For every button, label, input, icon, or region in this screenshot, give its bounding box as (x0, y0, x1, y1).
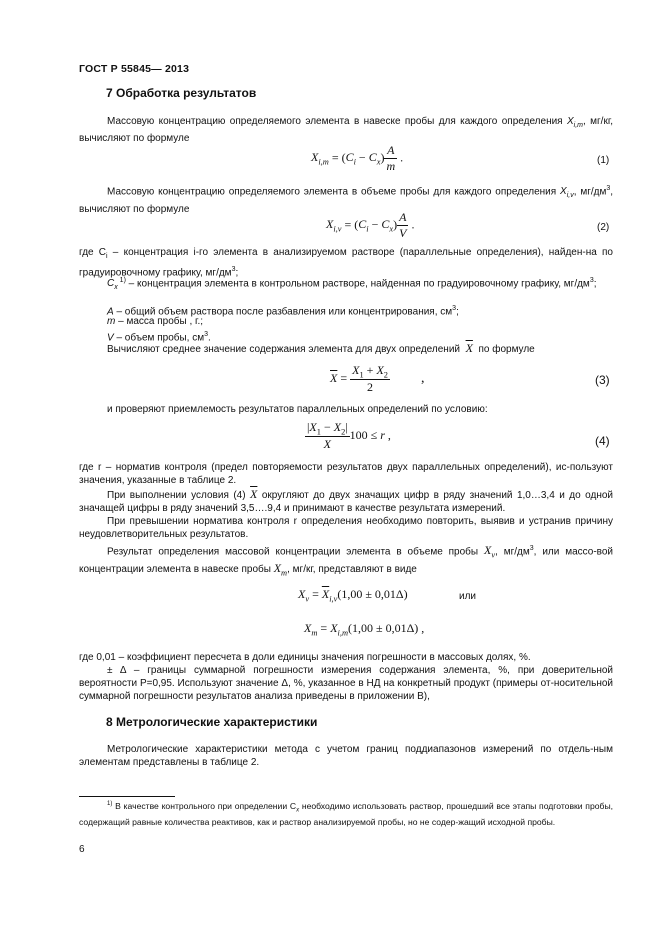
paragraph-check: и проверяют приемлемость результатов параллельных определений по условию: (107, 404, 488, 415)
equation-number-3: (3) (595, 373, 610, 387)
paragraph-exceed: При превышении норматива контроля r определения необходимо повторить, выявив и устранив причину неудовлетворительных результатов. (79, 516, 613, 541)
formula-result-mass: $X_m = X_{i,m}(1,00 \pm 0,01\Delta)$ , (304, 621, 425, 638)
equation-number-4: (4) (595, 434, 610, 448)
footnote: $^{1)}$ В качестве контрольного при определении $C_x$ необходимо использовать раствор, прошедший все этапы подготовки пробы, содержащий равные количества реактивов, как и раствор анализируемой пробы, но не содер-жащий исходной пробы. (79, 800, 614, 827)
document-header: ГОСТ Р 55845— 2013 (79, 63, 190, 75)
definition-m: m – масса пробы , г.; (107, 316, 204, 327)
page-number: 6 (79, 844, 85, 855)
section-8-title: 8 Метрологические характеристики (106, 715, 318, 729)
paragraph-condition: При выполнении условия (4) $\overline{X}$ округляют до двух значащих цифр в ряду значений 1,0…3,4 и до одной значащей цифры в ряду значений 3,5….9,4 и принимают в качестве результата измерений. (79, 487, 614, 515)
paragraph-metrology: Метрологические характеристики метода с учетом границ поддиапазонов измерений по отдель-ным элементам представлены в таблице 2. (79, 744, 613, 769)
definition-coef: где 0,01 – коэффициент пересчета в доли единицы значения погрешности в массовых долях, %. (79, 652, 531, 663)
paragraph-result: Результат определения массовой концентрации элемента в объеме пробы $X_v$, $мг/дм^3$, или массо-вой концентрации элемента в навеске пробы $X_m$, мг/кг, представляют в виде (79, 543, 613, 578)
paragraph-mass-conc: Массовую концентрацию определяемого элемента в навеске пробы для каждого определения $X_{i,m}$, мг/кг, вычисляют по формуле (79, 116, 614, 145)
word-or: или (459, 591, 477, 602)
equation-number-1: (1) (597, 155, 610, 166)
formula-4: $\frac{|X_1 - X_2|}{X}$ 100 ≤ r , (307, 420, 391, 452)
definition-ci: где $C_i$ – концентрация i-го элемента в анализируемом растворе (параллельные определения), найден-на по градуировочному графику, $мг/дм^3$; (79, 247, 613, 279)
definition-a: A – общий объем раствора после разбавления или концентрирования, $см^3$; (107, 305, 459, 318)
formula-1: $X_{i,m} = (C_i - C_x)$ $\frac{A}{m}$ . (311, 143, 404, 173)
equation-number-2: (2) (597, 222, 610, 233)
section-7-title: 7 Обработка результатов (106, 86, 257, 100)
formula-result-volume: $X_v = \overline{X}_{i,v}(1,00 \pm 0,01\Delta)$ (298, 587, 408, 604)
footnote-separator (79, 796, 175, 797)
paragraph-mean: Вычисляют среднее значение содержания элемента для двух определений $\overline{X}$ по формуле (107, 341, 535, 355)
definition-r: где r – норматив контроля (предел повторяемости результатов двух параллельных определений), ис-пользуют значения, указанные в таблице 2. (79, 462, 613, 487)
paragraph-volume-conc: Массовую концентрацию определяемого элемента в объеме пробы для каждого определения $X_{i,v}$, $мг/дм^3$, вычисляют по формуле (79, 185, 614, 215)
formula-3: $\overline{X}$ = $\frac{X_1 + X_2}{2}$ , (330, 363, 425, 395)
definition-v: V – объем пробы, $см^3$. (107, 331, 211, 344)
formula-2: $X_{i,v} = (C_i - C_x)$ $\frac{A}{V}$ . (326, 210, 415, 240)
definition-cx: $C_x$ $^{1)}$ – концентрация элемента в контрольном растворе, найденная по градуировочному графику, $мг/дм^3$; (107, 277, 597, 292)
definition-delta: ± Δ – границы суммарной погрешности измерения содержания элемента, %, при доверительной вероятности P=0,95. Используют значение Δ, %, указанное в НД на конкретный продукт (примеры от-носительной суммарной погрешности результатов анализа приведены в приложении В), (79, 665, 613, 703)
